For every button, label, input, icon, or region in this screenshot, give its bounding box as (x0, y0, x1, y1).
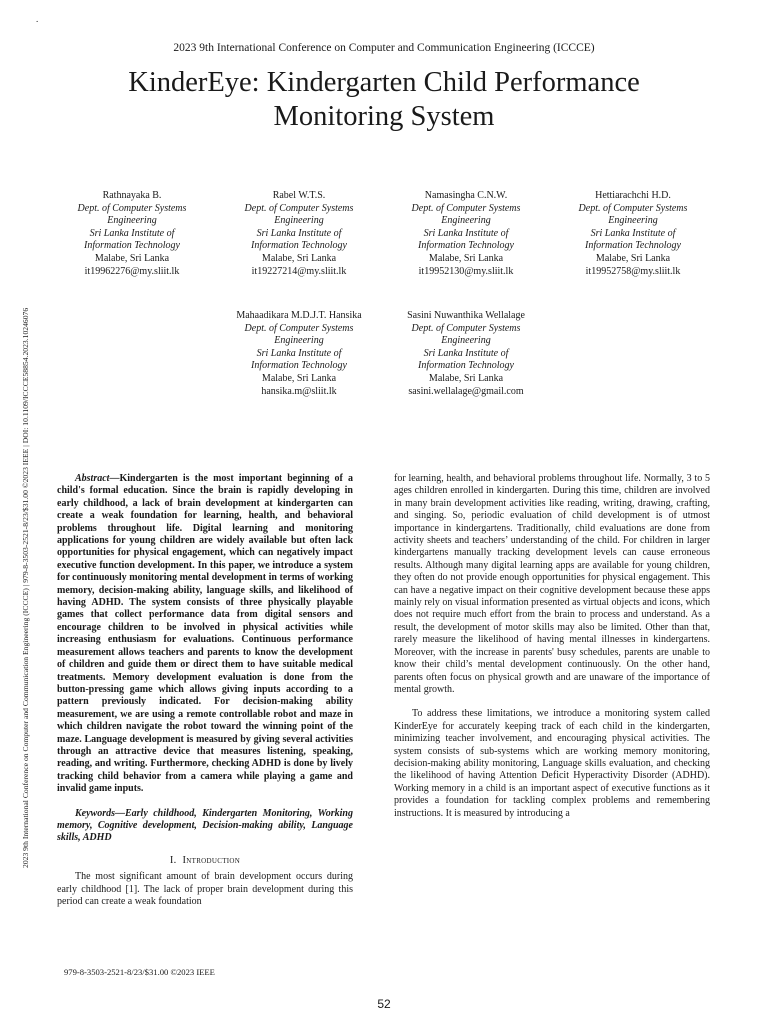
author-institute-2: Information Technology (250, 240, 347, 252)
author-dept-2: Engineering (274, 335, 324, 347)
author-location: Malabe, Sri Lanka (261, 372, 337, 384)
author-institute-2: Information Technology (250, 360, 347, 372)
author-institute: Sri Lanka Institute of (256, 227, 342, 239)
author-dept-2: Engineering (274, 215, 324, 227)
author-name: Hettiarachchi H.D. (595, 190, 671, 201)
author-dept: Dept. of Computer Systems (578, 202, 688, 214)
keywords (57, 808, 353, 845)
author-institute: Sri Lanka Institute of (256, 347, 342, 359)
author-institute-2: Information Technology (417, 240, 514, 252)
intro-paragraph-2: To address these limitations, we introduce a monitoring system called KinderEye for accurately keeping track of each child in the kindergarten, minimizing teacher involvement, and encouraging physical activities. The system consists of sub-systems which are working memory monitoring, decision-making ability monitoring, Language skills evaluation, and checking the likelihood of having Attention Deficit Hyperactivity Disorder (ADHD). Working memory in a child is an important aspect of executive functions as it provides a foundation for tackling complex problems and remembering instructions. It is measured by introducing a (394, 708, 710, 819)
author-dept: Dept. of Computer Systems (411, 322, 521, 334)
paper-title-line-1: KinderEye: Kindergarten Child Performance (128, 67, 640, 98)
author-dept-2: Engineering (107, 215, 157, 227)
author-block (224, 190, 374, 278)
author-email: sasini.wellalage@gmail.com (408, 385, 524, 397)
author-dept: Dept. of Computer Systems (244, 322, 354, 334)
author-location: Malabe, Sri Lanka (428, 252, 504, 264)
paper-title (60, 66, 708, 134)
author-institute-2: Information Technology (83, 240, 180, 252)
abstract-lead: Abstract (75, 473, 110, 484)
author-dept: Dept. of Computer Systems (244, 202, 354, 214)
author-institute: Sri Lanka Institute of (423, 227, 509, 239)
abstract (57, 473, 353, 796)
author-location: Malabe, Sri Lanka (595, 252, 671, 264)
author-email: hansika.m@sliit.lk (261, 385, 337, 397)
author-email: it19952758@my.sliit.lk (585, 265, 681, 277)
author-name: Namasingha C.N.W. (424, 190, 508, 201)
doi-sidebar-text: 2023 9th International Conference on Computer and Communication Engineering (ICCCE) | 979-8-3503-2521-8/23/$31.00 ©2023 IEEE | DOI: 10.1109/ICCCE58854.2023.10246076 (21, 307, 30, 868)
author-institute: Sri Lanka Institute of (89, 227, 175, 239)
author-block (391, 310, 541, 398)
author-email: it19227214@my.sliit.lk (251, 265, 347, 277)
keywords-lead: Keywords (75, 807, 115, 819)
author-location: Malabe, Sri Lanka (261, 252, 337, 264)
author-dept-2: Engineering (441, 215, 491, 227)
author-location: Malabe, Sri Lanka (94, 252, 170, 264)
doi-sidebar (14, 158, 28, 868)
author-dept: Dept. of Computer Systems (77, 202, 187, 214)
author-institute: Sri Lanka Institute of (590, 227, 676, 239)
abstract-text: Kindergarten is the most important beginning of a child's formal education. Since the brain is rapidly developing in early childhood, a lack of brain development at kindergarten can create a weak foundation for learning, health, and behavioral problems throughout life. Digital learning and monitoring applications for young children are widely available but often lack opportunities for physical engagement, which can negatively impact executive function development. In this paper, we introduce a system for continuously monitoring mental development in terms of working memory, decision-making ability, language skills, and likelihood of having ADHD. The system consists of three physically playable games that collect performance data from digital sensors and encourage children to be involved in physical activities while increasing enthusiasm for evaluations. Continuous performance measurement allows teachers and parents to know the development of children and guide them or direct them to have suitable medical treatments. Memory development evaluation is done from the button-pressing game which allows giving inputs according to a pattern previously indicated. For decision-making ability measurement, we are using a remote controllable robot and maze in which children navigate the robot toward the winning point of the maze. Language development is measured by giving several activities through an attractive device that measures listening, speaking, reading, and writing. Furthermore, checking ADHD is done by lively tracking child behavior from a camera while playing a game and invalid game inputs. (57, 473, 353, 795)
author-location: Malabe, Sri Lanka (428, 372, 504, 384)
author-dept-2: Engineering (441, 335, 491, 347)
paper-title-line-2: Monitoring System (273, 101, 495, 132)
author-name: Rathnayaka B. (102, 190, 162, 201)
intro-paragraph: The most significant amount of brain development occurs during early childhood [1]. The lack of proper brain development during this period can create a weak foundation (57, 871, 353, 907)
author-institute: Sri Lanka Institute of (423, 347, 509, 359)
author-block (391, 190, 541, 278)
corner-mark: . (36, 14, 39, 24)
section-title: Introduction (182, 854, 241, 866)
author-name: Mahaadikara M.D.J.T. Hansika (236, 310, 362, 321)
section-number: I. (169, 854, 177, 866)
author-block (57, 190, 207, 278)
left-column (57, 473, 353, 908)
footer-identifier: 979-8-3503-2521-8/23/$31.00 ©2023 IEEE (64, 967, 215, 977)
author-institute-2: Information Technology (417, 360, 514, 372)
author-email: it19962276@my.sliit.lk (84, 265, 180, 277)
conference-header: 2023 9th International Conference on Computer and Communication Engineering (ICCCE) (173, 42, 595, 54)
author-dept: Dept. of Computer Systems (411, 202, 521, 214)
section-heading (57, 855, 353, 867)
page-number: 52 (377, 997, 391, 1011)
abstract-dash: — (109, 473, 120, 484)
author-block (224, 310, 374, 398)
author-block (558, 190, 708, 278)
author-name: Sasini Nuwanthika Wellalage (407, 310, 525, 321)
intro-paragraph-continued: for learning, health, and behavioral problems throughout life. Normally, 3 to 5 ages children enrolled in kindergarten. During this time, children are involved in many brain development activities like reading, writing, drawing, crafting, and singing. So, periodic evaluation of child development is of utmost importance in kindergartens. Traditionally, child evaluations are done from activity sheets and teachers’ understanding of the child. For children in larger kindergartens manually tracking development levels can cause erroneous results. Although many digital learning apps are available for young children, they often do not provide enough opportunities for physical engagement. This can have a negative impact on their cognitive development because these apps mainly rely on visual information presented as virtual objects and icons, which does not require much effort from the brain to process and understand. As a result, the development of motor skills may also be limited. Other than that, rarely measure the likelihood of having mental illnesses in kindergartens. Moreover, with the increase in parents' busy schedules, parents are unable to know their child’s mental development continuously. On the other hand, parents often focus on physical growth and are unaware of the importance of mental growth. (394, 473, 710, 695)
author-dept-2: Engineering (608, 215, 658, 227)
right-column (394, 473, 710, 820)
author-email: it19952130@my.sliit.lk (418, 265, 514, 277)
keywords-dash: — (115, 807, 125, 819)
keywords-text: Early childhood, Kindergarten Monitoring, Working memory, Cognitive development, Decision-making ability, Language skills, ADHD (57, 807, 353, 844)
author-name: Rabel W.T.S. (272, 190, 326, 201)
author-institute-2: Information Technology (584, 240, 681, 252)
